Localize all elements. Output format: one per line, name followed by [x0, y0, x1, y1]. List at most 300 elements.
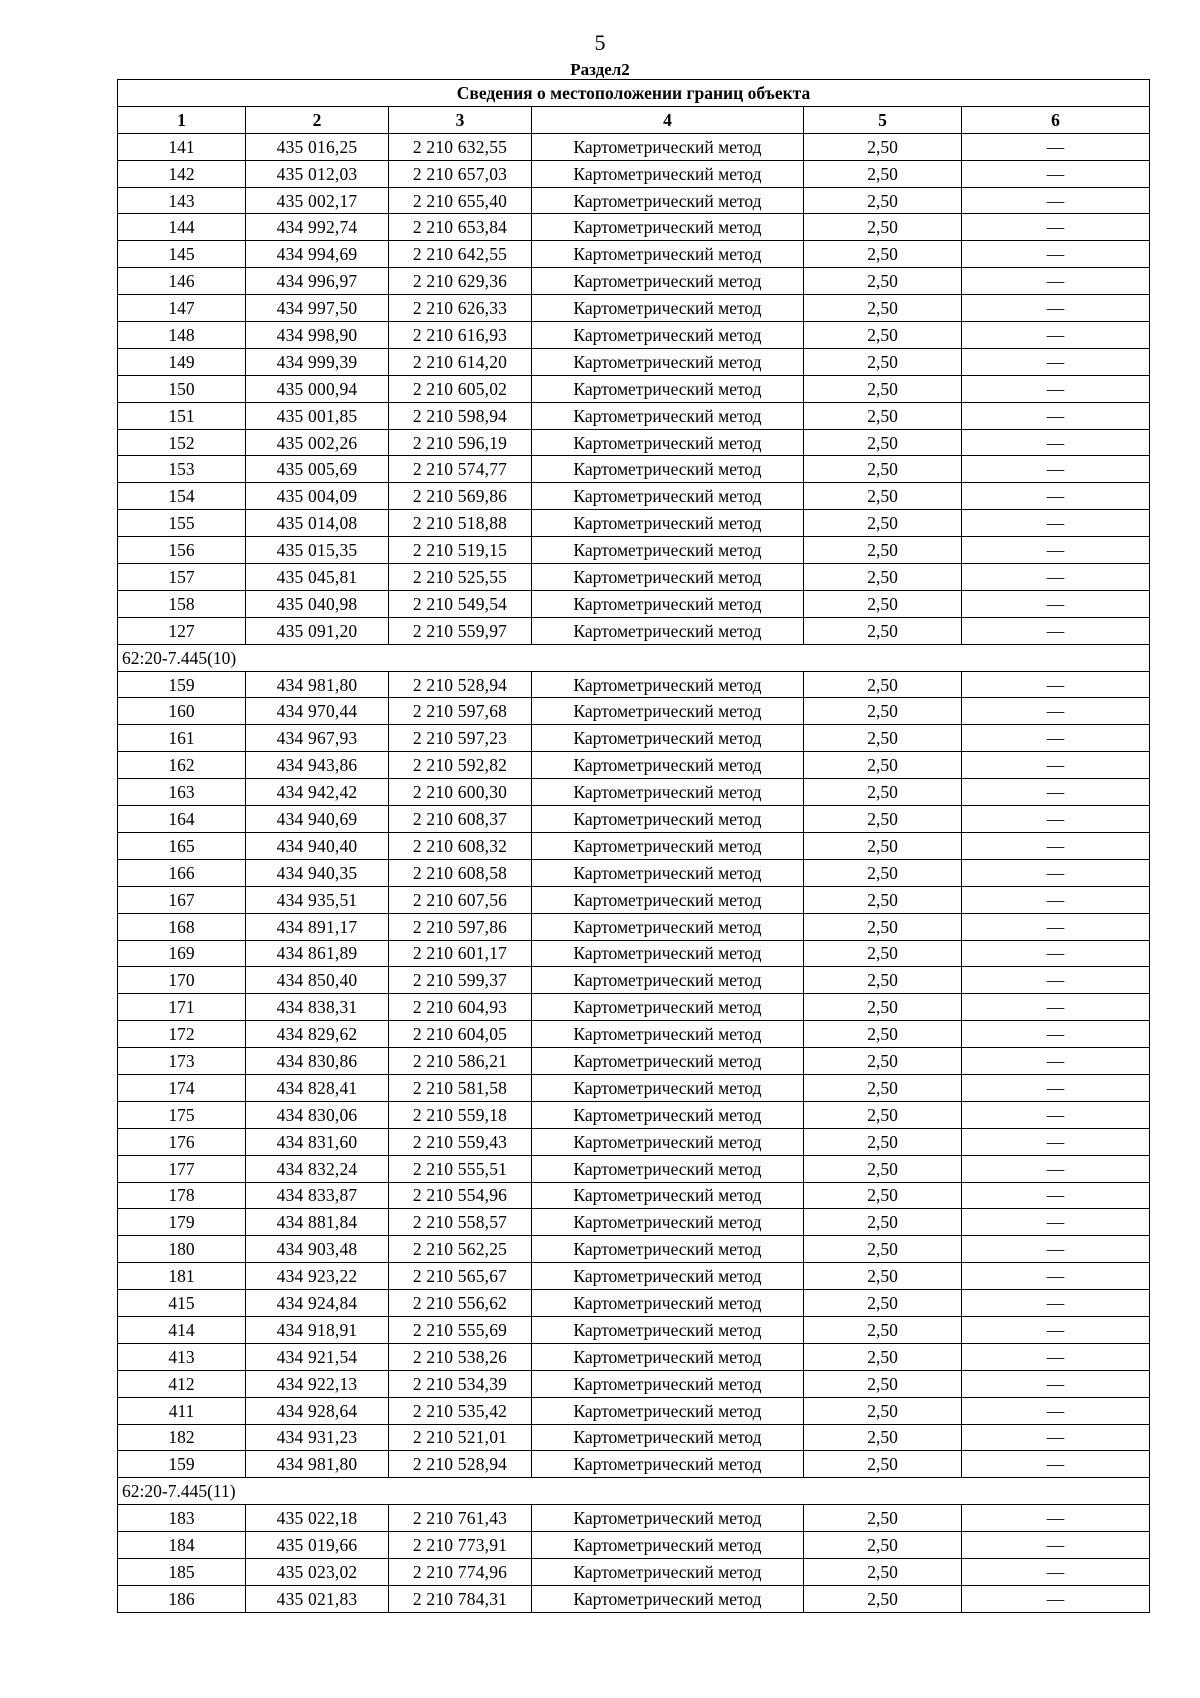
- point-number-cell: 144: [118, 214, 246, 241]
- table-row: [118, 698, 1150, 725]
- x-coordinate-cell: 434 903,48: [246, 1236, 389, 1263]
- point-number-cell: 160: [118, 698, 246, 725]
- table-row: [118, 1048, 1150, 1075]
- table-row: [118, 752, 1150, 779]
- point-number-cell: 145: [118, 241, 246, 268]
- y-coordinate-cell: 2 210 605,02: [389, 375, 532, 402]
- point-number-cell: 183: [118, 1505, 246, 1532]
- y-coordinate-cell: 2 210 549,54: [389, 590, 532, 617]
- boundary-table: [117, 79, 1150, 1613]
- y-coordinate-cell: 2 210 559,43: [389, 1128, 532, 1155]
- description-cell: —: [962, 1290, 1150, 1317]
- description-cell: —: [962, 1343, 1150, 1370]
- y-coordinate-cell: 2 210 581,58: [389, 1074, 532, 1101]
- accuracy-cell: 2,50: [804, 1397, 962, 1424]
- table-row: [118, 1558, 1150, 1585]
- table-row: [118, 671, 1150, 698]
- y-coordinate-cell: 2 210 607,56: [389, 886, 532, 913]
- method-cell: Картометрический метод: [532, 1048, 804, 1075]
- table-row: [118, 456, 1150, 483]
- column-header: 2: [246, 106, 389, 133]
- description-cell: —: [962, 1397, 1150, 1424]
- method-cell: Картометрический метод: [532, 1155, 804, 1182]
- y-coordinate-cell: 2 210 600,30: [389, 779, 532, 806]
- x-coordinate-cell: 435 000,94: [246, 375, 389, 402]
- point-number-cell: 175: [118, 1101, 246, 1128]
- table-row: [118, 806, 1150, 833]
- accuracy-cell: 2,50: [804, 214, 962, 241]
- accuracy-cell: 2,50: [804, 133, 962, 160]
- description-cell: —: [962, 1074, 1150, 1101]
- point-number-cell: 172: [118, 1021, 246, 1048]
- accuracy-cell: 2,50: [804, 1558, 962, 1585]
- table-row: [118, 1021, 1150, 1048]
- method-cell: Картометрический метод: [532, 1101, 804, 1128]
- y-coordinate-cell: 2 210 597,68: [389, 698, 532, 725]
- point-number-cell: 184: [118, 1532, 246, 1559]
- description-cell: —: [962, 1048, 1150, 1075]
- point-number-cell: 173: [118, 1048, 246, 1075]
- table-row: [118, 1101, 1150, 1128]
- description-cell: —: [962, 1236, 1150, 1263]
- column-header: 3: [389, 106, 532, 133]
- method-cell: Картометрический метод: [532, 1128, 804, 1155]
- x-coordinate-cell: 434 832,24: [246, 1155, 389, 1182]
- description-cell: —: [962, 779, 1150, 806]
- accuracy-cell: 2,50: [804, 1343, 962, 1370]
- table-row: [118, 268, 1150, 295]
- table-row: [118, 214, 1150, 241]
- y-coordinate-cell: 2 210 519,15: [389, 537, 532, 564]
- accuracy-cell: 2,50: [804, 241, 962, 268]
- description-cell: —: [962, 214, 1150, 241]
- description-cell: —: [962, 295, 1150, 322]
- table-row: [118, 832, 1150, 859]
- accuracy-cell: 2,50: [804, 913, 962, 940]
- accuracy-cell: 2,50: [804, 322, 962, 349]
- accuracy-cell: 2,50: [804, 1424, 962, 1451]
- x-coordinate-cell: 434 996,97: [246, 268, 389, 295]
- table-row: [118, 295, 1150, 322]
- x-coordinate-cell: 435 014,08: [246, 510, 389, 537]
- method-cell: Картометрический метод: [532, 456, 804, 483]
- description-cell: —: [962, 483, 1150, 510]
- point-number-cell: 179: [118, 1209, 246, 1236]
- description-cell: —: [962, 160, 1150, 187]
- y-coordinate-cell: 2 210 773,91: [389, 1532, 532, 1559]
- y-coordinate-cell: 2 210 565,67: [389, 1263, 532, 1290]
- accuracy-cell: 2,50: [804, 510, 962, 537]
- description-cell: —: [962, 510, 1150, 537]
- point-number-cell: 142: [118, 160, 246, 187]
- table-row: [118, 322, 1150, 349]
- x-coordinate-cell: 434 833,87: [246, 1182, 389, 1209]
- x-coordinate-cell: 434 992,74: [246, 214, 389, 241]
- x-coordinate-cell: 435 045,81: [246, 564, 389, 591]
- x-coordinate-cell: 434 861,89: [246, 940, 389, 967]
- description-cell: —: [962, 1209, 1150, 1236]
- method-cell: Картометрический метод: [532, 806, 804, 833]
- x-coordinate-cell: 434 942,42: [246, 779, 389, 806]
- contour-group-row: [118, 1478, 1150, 1505]
- table-row: [118, 1397, 1150, 1424]
- table-row: [118, 402, 1150, 429]
- method-cell: Картометрический метод: [532, 133, 804, 160]
- accuracy-cell: 2,50: [804, 1532, 962, 1559]
- x-coordinate-cell: 435 023,02: [246, 1558, 389, 1585]
- table-row: [118, 1505, 1150, 1532]
- point-number-cell: 153: [118, 456, 246, 483]
- method-cell: Картометрический метод: [532, 1532, 804, 1559]
- y-coordinate-cell: 2 210 554,96: [389, 1182, 532, 1209]
- accuracy-cell: 2,50: [804, 456, 962, 483]
- table-row: [118, 886, 1150, 913]
- method-cell: Картометрический метод: [532, 994, 804, 1021]
- point-number-cell: 147: [118, 295, 246, 322]
- description-cell: —: [962, 725, 1150, 752]
- y-coordinate-cell: 2 210 556,62: [389, 1290, 532, 1317]
- column-header: 6: [962, 106, 1150, 133]
- method-cell: Картометрический метод: [532, 1290, 804, 1317]
- page-number: 5: [594, 30, 606, 55]
- table-row: [118, 429, 1150, 456]
- table-row: [118, 1343, 1150, 1370]
- point-number-cell: 414: [118, 1316, 246, 1343]
- method-cell: Картометрический метод: [532, 1451, 804, 1478]
- x-coordinate-cell: 434 922,13: [246, 1370, 389, 1397]
- accuracy-cell: 2,50: [804, 1585, 962, 1612]
- method-cell: Картометрический метод: [532, 187, 804, 214]
- description-cell: —: [962, 564, 1150, 591]
- table-row: [118, 913, 1150, 940]
- accuracy-cell: 2,50: [804, 1021, 962, 1048]
- point-number-cell: 165: [118, 832, 246, 859]
- x-coordinate-cell: 434 994,69: [246, 241, 389, 268]
- table-row: [118, 133, 1150, 160]
- description-cell: —: [962, 859, 1150, 886]
- y-coordinate-cell: 2 210 559,97: [389, 617, 532, 644]
- x-coordinate-cell: 435 091,20: [246, 617, 389, 644]
- method-cell: Картометрический метод: [532, 752, 804, 779]
- table-body: [118, 133, 1150, 1612]
- point-number-cell: 159: [118, 671, 246, 698]
- accuracy-cell: 2,50: [804, 402, 962, 429]
- x-coordinate-cell: 435 001,85: [246, 402, 389, 429]
- table-row: [118, 483, 1150, 510]
- description-cell: —: [962, 241, 1150, 268]
- description-cell: —: [962, 671, 1150, 698]
- accuracy-cell: 2,50: [804, 1263, 962, 1290]
- description-cell: —: [962, 1424, 1150, 1451]
- y-coordinate-cell: 2 210 599,37: [389, 967, 532, 994]
- method-cell: Картометрический метод: [532, 564, 804, 591]
- table-row: [118, 1532, 1150, 1559]
- method-cell: Картометрический метод: [532, 375, 804, 402]
- point-number-cell: 186: [118, 1585, 246, 1612]
- table-row: [118, 1209, 1150, 1236]
- accuracy-cell: 2,50: [804, 1370, 962, 1397]
- table-row: [118, 617, 1150, 644]
- column-header: 1: [118, 106, 246, 133]
- y-coordinate-cell: 2 210 629,36: [389, 268, 532, 295]
- point-number-cell: 176: [118, 1128, 246, 1155]
- method-cell: Картометрический метод: [532, 510, 804, 537]
- y-coordinate-cell: 2 210 596,19: [389, 429, 532, 456]
- method-cell: Картометрический метод: [532, 886, 804, 913]
- method-cell: Картометрический метод: [532, 1558, 804, 1585]
- x-coordinate-cell: 434 940,35: [246, 859, 389, 886]
- y-coordinate-cell: 2 210 538,26: [389, 1343, 532, 1370]
- x-coordinate-cell: 434 940,69: [246, 806, 389, 833]
- x-coordinate-cell: 434 830,86: [246, 1048, 389, 1075]
- accuracy-cell: 2,50: [804, 295, 962, 322]
- y-coordinate-cell: 2 210 608,37: [389, 806, 532, 833]
- description-cell: —: [962, 1316, 1150, 1343]
- method-cell: Картометрический метод: [532, 779, 804, 806]
- y-coordinate-cell: 2 210 601,17: [389, 940, 532, 967]
- method-cell: Картометрический метод: [532, 913, 804, 940]
- accuracy-cell: 2,50: [804, 832, 962, 859]
- y-coordinate-cell: 2 210 569,86: [389, 483, 532, 510]
- accuracy-cell: 2,50: [804, 1316, 962, 1343]
- accuracy-cell: 2,50: [804, 268, 962, 295]
- y-coordinate-cell: 2 210 528,94: [389, 1451, 532, 1478]
- accuracy-cell: 2,50: [804, 348, 962, 375]
- x-coordinate-cell: 435 040,98: [246, 590, 389, 617]
- point-number-cell: 157: [118, 564, 246, 591]
- method-cell: Картометрический метод: [532, 590, 804, 617]
- y-coordinate-cell: 2 210 597,23: [389, 725, 532, 752]
- method-cell: Картометрический метод: [532, 348, 804, 375]
- y-coordinate-cell: 2 210 604,05: [389, 1021, 532, 1048]
- point-number-cell: 141: [118, 133, 246, 160]
- x-coordinate-cell: 434 935,51: [246, 886, 389, 913]
- accuracy-cell: 2,50: [804, 886, 962, 913]
- method-cell: Картометрический метод: [532, 1182, 804, 1209]
- point-number-cell: 181: [118, 1263, 246, 1290]
- method-cell: Картометрический метод: [532, 322, 804, 349]
- y-coordinate-cell: 2 210 574,77: [389, 456, 532, 483]
- point-number-cell: 185: [118, 1558, 246, 1585]
- x-coordinate-cell: 434 828,41: [246, 1074, 389, 1101]
- method-cell: Картометрический метод: [532, 537, 804, 564]
- method-cell: Картометрический метод: [532, 1397, 804, 1424]
- point-number-cell: 168: [118, 913, 246, 940]
- y-coordinate-cell: 2 210 604,93: [389, 994, 532, 1021]
- description-cell: —: [962, 590, 1150, 617]
- table-row: [118, 779, 1150, 806]
- y-coordinate-cell: 2 210 558,57: [389, 1209, 532, 1236]
- x-coordinate-cell: 434 891,17: [246, 913, 389, 940]
- x-coordinate-cell: 435 002,26: [246, 429, 389, 456]
- point-number-cell: 155: [118, 510, 246, 537]
- x-coordinate-cell: 434 830,06: [246, 1101, 389, 1128]
- method-cell: Картометрический метод: [532, 1505, 804, 1532]
- x-coordinate-cell: 434 981,80: [246, 671, 389, 698]
- table-row: [118, 537, 1150, 564]
- table-row: [118, 1128, 1150, 1155]
- y-coordinate-cell: 2 210 525,55: [389, 564, 532, 591]
- y-coordinate-cell: 2 210 586,21: [389, 1048, 532, 1075]
- y-coordinate-cell: 2 210 761,43: [389, 1505, 532, 1532]
- column-header: 4: [532, 106, 804, 133]
- point-number-cell: 148: [118, 322, 246, 349]
- y-coordinate-cell: 2 210 555,69: [389, 1316, 532, 1343]
- method-cell: Картометрический метод: [532, 1316, 804, 1343]
- y-coordinate-cell: 2 210 642,55: [389, 241, 532, 268]
- accuracy-cell: 2,50: [804, 483, 962, 510]
- point-number-cell: 170: [118, 967, 246, 994]
- table-row: [118, 510, 1150, 537]
- description-cell: —: [962, 1101, 1150, 1128]
- y-coordinate-cell: 2 210 616,93: [389, 322, 532, 349]
- method-cell: Картометрический метод: [532, 1074, 804, 1101]
- x-coordinate-cell: 434 967,93: [246, 725, 389, 752]
- method-cell: Картометрический метод: [532, 1236, 804, 1263]
- y-coordinate-cell: 2 210 632,55: [389, 133, 532, 160]
- point-number-cell: 413: [118, 1343, 246, 1370]
- method-cell: Картометрический метод: [532, 617, 804, 644]
- contour-group-row: [118, 644, 1150, 671]
- x-coordinate-cell: 434 998,90: [246, 322, 389, 349]
- description-cell: —: [962, 1182, 1150, 1209]
- point-number-cell: 156: [118, 537, 246, 564]
- description-cell: —: [962, 886, 1150, 913]
- point-number-cell: 415: [118, 1290, 246, 1317]
- description-cell: —: [962, 967, 1150, 994]
- x-coordinate-cell: 434 931,23: [246, 1424, 389, 1451]
- table-row: [118, 1290, 1150, 1317]
- x-coordinate-cell: 435 016,25: [246, 133, 389, 160]
- method-cell: Картометрический метод: [532, 940, 804, 967]
- description-cell: —: [962, 322, 1150, 349]
- method-cell: Картометрический метод: [532, 1370, 804, 1397]
- accuracy-cell: 2,50: [804, 752, 962, 779]
- method-cell: Картометрический метод: [532, 295, 804, 322]
- point-number-cell: 174: [118, 1074, 246, 1101]
- method-cell: Картометрический метод: [532, 241, 804, 268]
- method-cell: Картометрический метод: [532, 160, 804, 187]
- method-cell: Картометрический метод: [532, 698, 804, 725]
- description-cell: —: [962, 994, 1150, 1021]
- accuracy-cell: 2,50: [804, 1155, 962, 1182]
- y-coordinate-cell: 2 210 534,39: [389, 1370, 532, 1397]
- x-coordinate-cell: 434 838,31: [246, 994, 389, 1021]
- point-number-cell: 146: [118, 268, 246, 295]
- table-row: [118, 967, 1150, 994]
- x-coordinate-cell: 435 015,35: [246, 537, 389, 564]
- x-coordinate-cell: 434 924,84: [246, 1290, 389, 1317]
- description-cell: —: [962, 1505, 1150, 1532]
- description-cell: —: [962, 537, 1150, 564]
- description-cell: —: [962, 375, 1150, 402]
- description-cell: —: [962, 752, 1150, 779]
- accuracy-cell: 2,50: [804, 1209, 962, 1236]
- x-coordinate-cell: 435 004,09: [246, 483, 389, 510]
- table-row: [118, 187, 1150, 214]
- description-cell: —: [962, 1128, 1150, 1155]
- contour-group-label: 62:20-7.445(11): [118, 1478, 1150, 1505]
- point-number-cell: 152: [118, 429, 246, 456]
- point-number-cell: 154: [118, 483, 246, 510]
- accuracy-cell: 2,50: [804, 1048, 962, 1075]
- accuracy-cell: 2,50: [804, 590, 962, 617]
- y-coordinate-cell: 2 210 555,51: [389, 1155, 532, 1182]
- x-coordinate-cell: 434 997,50: [246, 295, 389, 322]
- description-cell: —: [962, 1451, 1150, 1478]
- table-title: Сведения о местоположении границ объекта: [118, 80, 1150, 107]
- accuracy-cell: 2,50: [804, 967, 962, 994]
- method-cell: Картометрический метод: [532, 725, 804, 752]
- x-coordinate-cell: 434 829,62: [246, 1021, 389, 1048]
- y-coordinate-cell: 2 210 608,58: [389, 859, 532, 886]
- method-cell: Картометрический метод: [532, 671, 804, 698]
- accuracy-cell: 2,50: [804, 779, 962, 806]
- contour-group-label: 62:20-7.445(10): [118, 644, 1150, 671]
- point-number-cell: 411: [118, 1397, 246, 1424]
- y-coordinate-cell: 2 210 528,94: [389, 671, 532, 698]
- point-number-cell: 150: [118, 375, 246, 402]
- method-cell: Картометрический метод: [532, 268, 804, 295]
- point-number-cell: 180: [118, 1236, 246, 1263]
- accuracy-cell: 2,50: [804, 617, 962, 644]
- method-cell: Картометрический метод: [532, 859, 804, 886]
- column-header-row: [118, 106, 1150, 133]
- description-cell: —: [962, 832, 1150, 859]
- table-row: [118, 725, 1150, 752]
- description-cell: —: [962, 268, 1150, 295]
- point-number-cell: 149: [118, 348, 246, 375]
- table-row: [118, 994, 1150, 1021]
- accuracy-cell: 2,50: [804, 940, 962, 967]
- x-coordinate-cell: 434 831,60: [246, 1128, 389, 1155]
- method-cell: Картометрический метод: [532, 1585, 804, 1612]
- x-coordinate-cell: 435 002,17: [246, 187, 389, 214]
- point-number-cell: 166: [118, 859, 246, 886]
- description-cell: —: [962, 1263, 1150, 1290]
- y-coordinate-cell: 2 210 608,32: [389, 832, 532, 859]
- method-cell: Картометрический метод: [532, 1424, 804, 1451]
- accuracy-cell: 2,50: [804, 187, 962, 214]
- y-coordinate-cell: 2 210 614,20: [389, 348, 532, 375]
- description-cell: —: [962, 133, 1150, 160]
- point-number-cell: 412: [118, 1370, 246, 1397]
- x-coordinate-cell: 434 970,44: [246, 698, 389, 725]
- y-coordinate-cell: 2 210 597,86: [389, 913, 532, 940]
- accuracy-cell: 2,50: [804, 859, 962, 886]
- accuracy-cell: 2,50: [804, 1128, 962, 1155]
- x-coordinate-cell: 434 943,86: [246, 752, 389, 779]
- point-number-cell: 182: [118, 1424, 246, 1451]
- x-coordinate-cell: 435 012,03: [246, 160, 389, 187]
- point-number-cell: 169: [118, 940, 246, 967]
- point-number-cell: 167: [118, 886, 246, 913]
- y-coordinate-cell: 2 210 598,94: [389, 402, 532, 429]
- table-title-row: [118, 80, 1150, 107]
- column-header: 5: [804, 106, 962, 133]
- point-number-cell: 159: [118, 1451, 246, 1478]
- accuracy-cell: 2,50: [804, 160, 962, 187]
- table-row: [118, 1424, 1150, 1451]
- accuracy-cell: 2,50: [804, 1505, 962, 1532]
- table-row: [118, 1182, 1150, 1209]
- table-row: [118, 375, 1150, 402]
- description-cell: —: [962, 806, 1150, 833]
- y-coordinate-cell: 2 210 559,18: [389, 1101, 532, 1128]
- description-cell: —: [962, 402, 1150, 429]
- description-cell: —: [962, 940, 1150, 967]
- accuracy-cell: 2,50: [804, 1236, 962, 1263]
